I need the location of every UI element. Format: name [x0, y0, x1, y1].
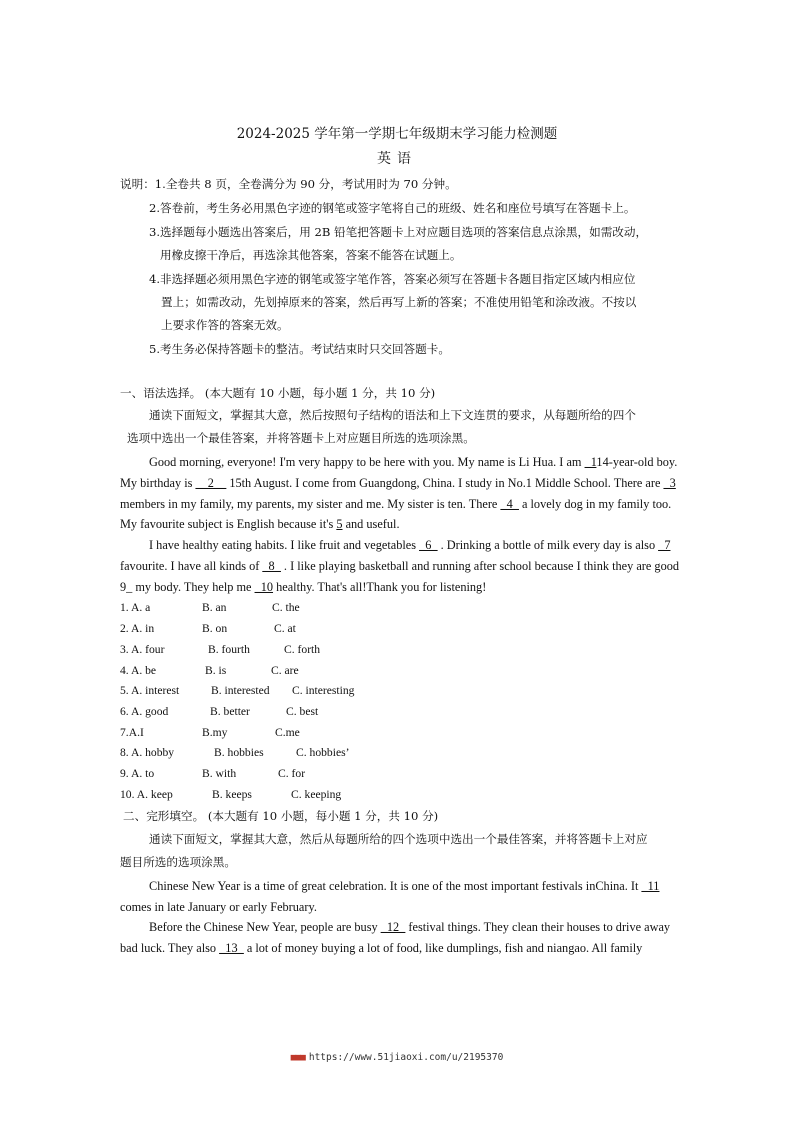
passage1-line-3: members in my family, my parents, my sister and me. My sister is ten. There _4_ a lovely dog in my family too. [120, 497, 672, 511]
passage1-line-4: My favourite subject is English because it's 5 and useful. [120, 517, 400, 531]
section1-directions-1: 通读下面短文，掌握其大意，然后按照句子结构的语法和上下文连贯的要求，从每题所给的四个 [149, 408, 636, 422]
instruction-line-1: 说明：1.全卷共 8 页，全卷满分为 90 分，考试用时为 70 分钟。 [120, 177, 457, 191]
passage1-line-1: Good morning, everyone! I'm very happy to be here with you. My name is Li Hua. I am _114-year-old boy. [149, 455, 678, 469]
blank-10: _10 [254, 580, 274, 594]
blank-8: _8_ [262, 559, 281, 573]
option-row: 9. A. to B. with C. for [120, 767, 306, 780]
passage2-line-3: 9_ my body. They help me _10 healthy. That's all!Thank you for listening! [120, 580, 487, 594]
page-title: 2024-2025 学年第一学期七年级期末学习能力检测题 [236, 126, 558, 142]
instruction-line-8: 5.考生务必保持答题卡的整洁。考试结束时只交回答题卡。 [149, 342, 450, 356]
passage3-line-2: comes in late January or early February. [120, 900, 317, 914]
option-row: 10. A. keep B. keeps C. keeping [120, 788, 342, 801]
option-row: 6. A. good B. better C. best [120, 705, 319, 718]
passage2-line-1: I have healthy eating habits. I like fruit and vegetables _6_ . Drinking a bottle of milk every day is also _7 [149, 538, 671, 552]
section1-directions-2: 选项中选出一个最佳答案，并将答题卡上对应题目所选的选项涂黑。 [127, 431, 475, 445]
passage2-line-2: favourite. I have all kinds of _8_ . I like playing basketball and running after school because I think they are good [120, 559, 680, 573]
section2-directions-1: 通读下面短文，掌握其大意，然后从每题所给的四个选项中选出一个最佳答案，并将答题卡上对应 [149, 832, 648, 846]
instruction-line-6: 置上；如需改动，先划掉原来的答案，然后再写上新的答案；不准使用铅笔和涂改液。不按以 [161, 295, 637, 309]
option-row: 8. A. hobby B. hobbies C. hobbies’ [120, 746, 350, 759]
blank-11: _11 [641, 879, 660, 893]
blank-6: _6_ [419, 538, 438, 552]
footer [0, 1052, 794, 1063]
passage3-line-1: Chinese New Year is a time of great celebration. It is one of the most important festivals inChina. It _11 [149, 879, 660, 893]
subject-title: 英语 [377, 151, 417, 167]
blank-13: _13_ [219, 941, 244, 955]
option-row: 7.A.I B.my C.me [120, 726, 300, 739]
option-row: 2. A. in B. on C. at [120, 622, 296, 635]
option-row: 3. A. four B. fourth C. forth [120, 643, 321, 656]
blank-4: _4_ [500, 497, 519, 511]
blank-3: _3 [663, 476, 676, 490]
blank-7: _7 [658, 538, 671, 552]
blank-5: 5 [336, 517, 343, 531]
footer-url[interactable]: https://www.51jiaoxi.com/u/2195370 [308, 1052, 504, 1063]
instruction-line-4: 用橡皮擦干净后，再选涂其他答案，答案不能答在试题上。 [160, 248, 462, 262]
option-row: 4. A. be B. is C. are [120, 664, 299, 677]
passage1-line-2: My birthday is __2__ 15th August. I come from Guangdong, China. I study in No.1 Middle School. There are _3 [120, 476, 676, 490]
passage4-line-1: Before the Chinese New Year, people are busy _12_ festival things. They clean their houses to drive away [149, 920, 671, 934]
option-row: 5. A. interest B. interested C. interesting [120, 684, 355, 697]
section2-heading: 二、完形填空。 (本大题有 10 小题，每小题 1 分，共 10 分) [123, 809, 439, 823]
blank-12: _12_ [380, 920, 406, 934]
instruction-line-3: 3.选择题每小题选出答案后，用 2B 铅笔把答题卡上对应题目选项的答案信息点涂黑，如需改动， [149, 225, 648, 239]
instruction-line-5: 4.非选择题必须用黑色字迹的钢笔或签字笔作答，答案必须写在答题卡各题目指定区域内相应位 [149, 272, 636, 286]
option-row: 1. A. a B. an C. the [120, 601, 300, 614]
section2-directions-2: 题目所选的选项涂黑。 [120, 855, 236, 869]
instruction-line-2: 2.答卷前，考生务必用黑色字迹的钢笔或签字笔将自己的班级、姓名和座位号填写在答题卡上。 [149, 201, 636, 215]
site-logo-icon: ■■■ [290, 1052, 305, 1063]
instruction-line-7: 上要求作答的答案无效。 [161, 318, 289, 332]
section1-heading: 一、语法选择。 (本大题有 10 小题，每小题 1 分，共 10 分) [120, 386, 436, 400]
passage4-line-2: bad luck. They also _13_ a lot of money buying a lot of food, like dumplings, fish and niangao. All family [120, 941, 643, 955]
blank-1: _1 [584, 455, 597, 469]
blank-2: __2__ [195, 476, 227, 490]
